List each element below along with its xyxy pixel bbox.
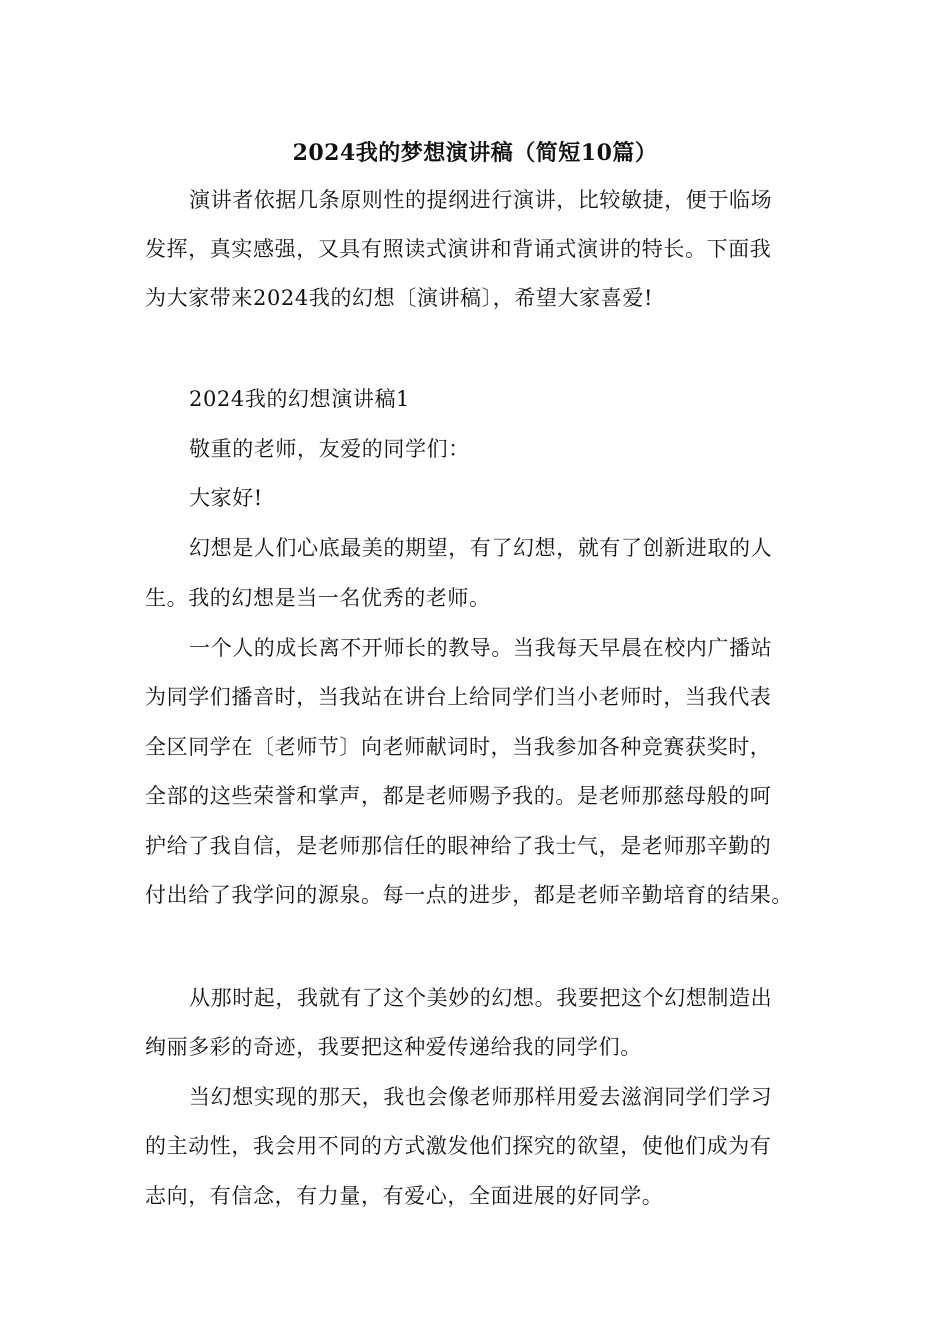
- p1-line-1: 幻想是人们心底最美的期望，有了幻想，就有了创新进取的人: [189, 536, 773, 560]
- p4-line-2: 的主动性，我会用不同的方式激发他们探究的欲望，使他们成为有: [145, 1134, 772, 1158]
- p4-line-1: 当幻想实现的那天，我也会像老师那样用爱去滋润同学们学习: [189, 1085, 773, 1109]
- intro-line-2: 发挥，真实感强，又具有照读式演讲和背诵式演讲的特长。下面我: [145, 237, 772, 261]
- p2-line-2: 为同学们播音时，当我站在讲台上给同学们当小老师时，当我代表: [145, 685, 772, 709]
- p2-line-1: 一个人的成长离不开师长的教导。当我每天早晨在校内广播站: [189, 636, 773, 660]
- p3-line-2: 绚丽多彩的奇迹，我要把这种爱传递给我的同学们。: [145, 1035, 642, 1059]
- p1-line-2: 生。我的幻想是当一名优秀的老师。: [145, 586, 491, 610]
- greeting: 大家好!: [189, 486, 263, 510]
- p4-line-3: 志向，有信念，有力量，有爱心，全面进展的好同学。: [145, 1184, 664, 1208]
- section-heading: 2024我的幻想演讲稿1: [189, 387, 411, 411]
- p2-line-3: 全区同学在〔老师节〕向老师献词时，当我参加各种竞赛获奖时，: [145, 735, 772, 759]
- intro-line-1: 演讲者依据几条原则性的提纲进行演讲，比较敏捷，便于临场: [189, 188, 773, 212]
- p2-line-6: 付出给了我学问的源泉。每一点的进步，都是老师辛勤培育的结果。: [145, 883, 793, 907]
- intro-line-3: 为大家带来2024我的幻想〔演讲稿〕，希望大家喜爱!: [145, 286, 653, 310]
- p2-line-5: 护给了我自信，是老师那信任的眼神给了我士气，是老师那辛勤的: [145, 834, 772, 858]
- document-title: 2024我的梦想演讲稿（简短10篇）: [292, 140, 658, 166]
- p3-line-1: 从那时起，我就有了这个美妙的幻想。我要把这个幻想制造出: [189, 986, 773, 1010]
- p2-line-4: 全部的这些荣誉和掌声，都是老师赐予我的。是老师那慈母般的呵: [145, 784, 772, 808]
- salutation: 敬重的老师，友爱的同学们：: [189, 437, 470, 461]
